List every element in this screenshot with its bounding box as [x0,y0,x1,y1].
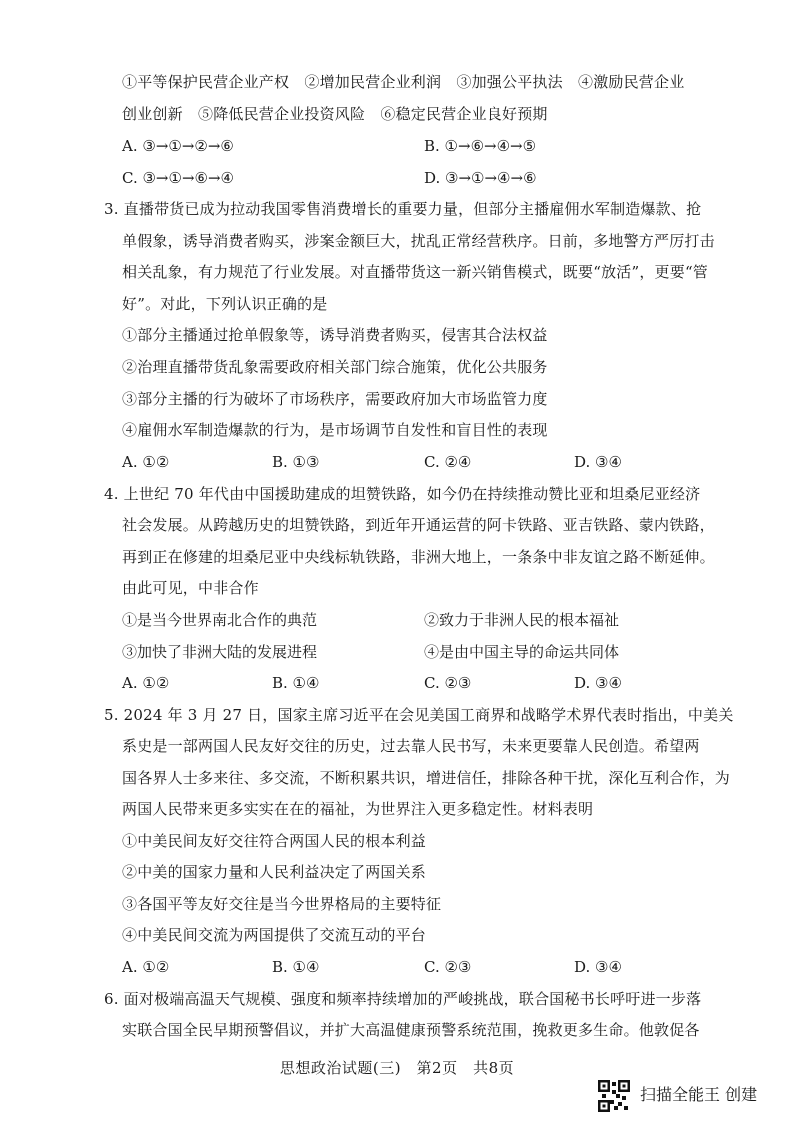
q4-stem-line1: 4. 上世纪 70 年代由中国援助建成的坦赞铁路，如今仍在持续推动赞比亚和坦桑尼亚经济 [104,485,701,503]
scanner-watermark: 扫描全能王 创建 [640,1085,758,1104]
q2-items-line2: 创业创新 ⑤降低民营企业投资风险 ⑥稳定民营企业良好预期 [122,105,548,123]
q3-item-4: ④雇佣水军制造爆款的行为，是市场调节自发性和盲目性的表现 [122,421,548,439]
q3-item-2: ②治理直播带货乱象需要政府相关部门综合施策，优化公共服务 [122,358,548,376]
q4-option-d: D. ③④ [574,674,622,692]
q5-stem-line2: 系史是一部两国人民友好交往的历史，过去靠人民书写，未来更要靠人民创造。希望两 [122,737,700,755]
q2-option-b: B. ①→⑥→④→⑤ [424,137,537,155]
q5-item-4: ④中美民间交流为两国提供了交流互动的平台 [122,926,427,944]
page-footer: 思想政治试题(三) 第2页 共8页 [279,1059,515,1077]
q3-stem-line4: 好”。对此，下列认识正确的是 [122,295,328,313]
q3-item-1: ①部分主播通过抢单假象等，诱导消费者购买，侵害其合法权益 [122,326,548,344]
q3-stem-line1: 3. 直播带货已成为拉动我国零售消费增长的重要力量，但部分主播雇佣水军制造爆款、抢 [104,200,702,218]
q5-item-3: ③各国平等友好交往是当今世界格局的主要特征 [122,895,442,913]
q4-option-c: C. ②③ [424,674,472,692]
q3-option-b: B. ①③ [272,453,320,471]
q4-option-b: B. ①④ [272,674,320,692]
q4-stem-line4: 由此可见，中非合作 [122,579,259,597]
q3-stem-line2: 单假象，诱导消费者购买，涉案金额巨大，扰乱正常经营秩序。日前，多地警方严厉打击 [122,232,715,250]
q3-option-a: A. ①② [122,453,170,471]
q5-option-a: A. ①② [122,958,170,976]
q6-stem-line2: 实联合国全民早期预警倡议，并扩大高温健康预警系统范围，挽救更多生命。他敦促各 [122,1021,700,1039]
q3-option-c: C. ②④ [424,453,472,471]
q4-option-a: A. ①② [122,674,170,692]
q3-option-d: D. ③④ [574,453,622,471]
q5-stem-line4: 两国人民带来更多实实在在的福祉，为世界注入更多稳定性。材料表明 [122,800,594,818]
q2-items-line1: ①平等保护民营企业产权 ②增加民营企业利润 ③加强公平执法 ④激励民营企业 [122,73,685,91]
q5-option-b: B. ①④ [272,958,320,976]
q4-item-2: ②致力于非洲人民的根本福祉 [424,611,620,629]
q4-stem-line3: 再到正在修建的坦桑尼亚中央线标轨铁路，非洲大地上，一条条中非友谊之路不断延伸。 [122,548,715,566]
qr-code-icon [598,1080,630,1112]
q6-stem-line1: 6. 面对极端高温天气规模、强度和频率持续增加的严峻挑战，联合国秘书长呼吁进一步落 [104,990,702,1008]
q4-item-4: ④是由中国主导的命运共同体 [424,643,620,661]
q5-item-2: ②中美的国家力量和人民利益决定了两国关系 [122,863,427,881]
q5-option-c: C. ②③ [424,958,472,976]
q4-item-3: ③加快了非洲大陆的发展进程 [122,643,318,661]
q4-item-1: ①是当今世界南北合作的典范 [122,611,318,629]
q5-option-d: D. ③④ [574,958,622,976]
q2-option-a: A. ③→①→②→⑥ [122,137,234,155]
q4-stem-line2: 社会发展。从跨越历史的坦赞铁路，到近年开通运营的阿卡铁路、亚吉铁路、蒙内铁路， [122,516,715,534]
q5-stem-line3: 国各界人士多来往、多交流，不断积累共识，增进信任，排除各种干扰，深化互利合作，为 [122,769,731,787]
q2-option-c: C. ③→①→⑥→④ [122,169,234,187]
q5-item-1: ①中美民间友好交往符合两国人民的根本利益 [122,832,427,850]
q3-item-3: ③部分主播的行为破坏了市场秩序，需要政府加大市场监管力度 [122,390,548,408]
q3-stem-line3: 相关乱象，有力规范了行业发展。对直播带货这一新兴销售模式，既要“放活”，更要“管 [122,263,709,281]
q2-option-d: D. ③→①→④→⑥ [424,169,537,187]
q5-stem-line1: 5. 2024 年 3 月 27 日，国家主席习近平在会见美国工商界和战略学术界代表时指出，中美关 [104,706,734,724]
